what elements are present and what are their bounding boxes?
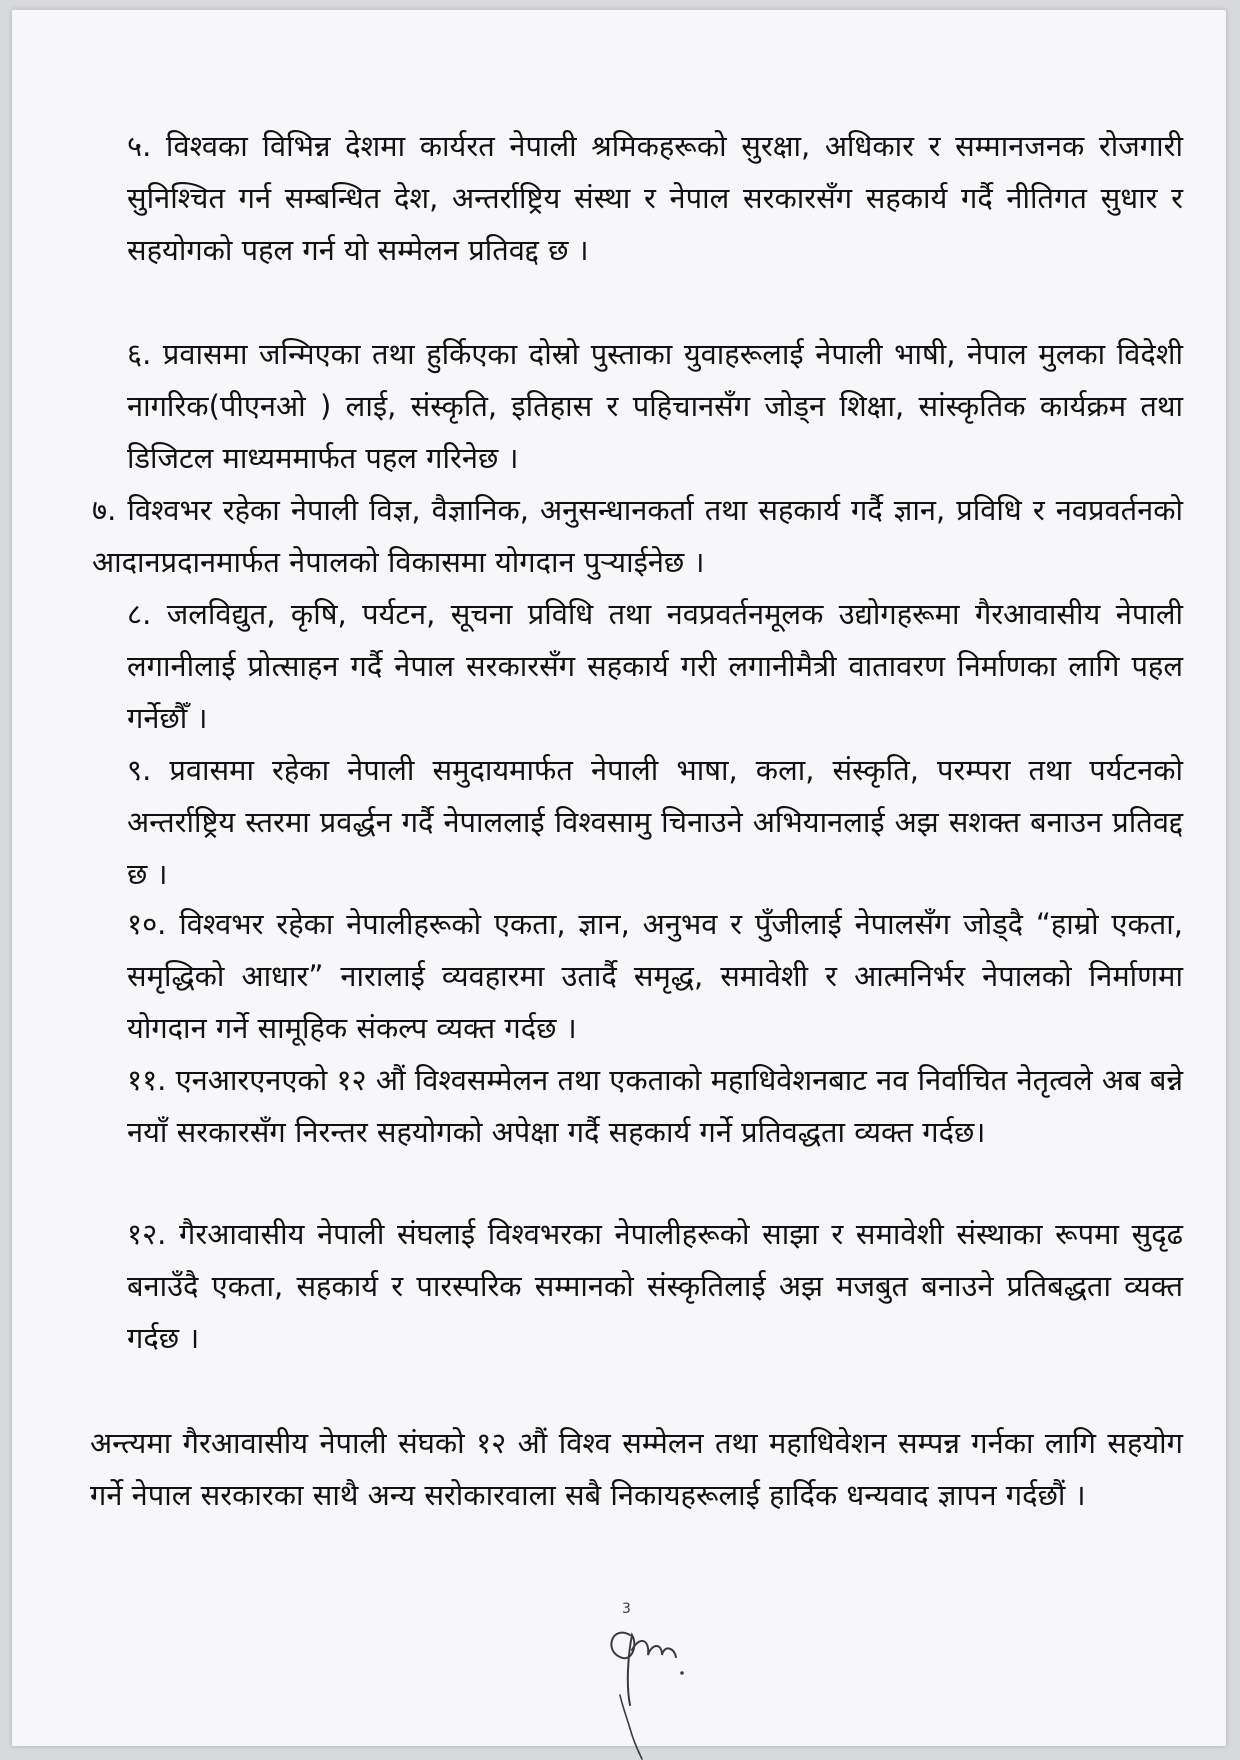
paragraph-9: ९. प्रवासमा रहेका नेपाली समुदायमार्फत नेपाली भाषा, कला, संस्कृति, परम्परा तथा पर्यटनको अन्तर्राष्ट्रिय स्तरमा प्रवर्द्धन गर्दै नेपाललाई विश्वसामु चिनाउने अभियानलाई अझ सशक्त बनाउन प्रतिवद्द छ । xyxy=(127,753,1183,891)
paragraph-10: १०. विश्वभर रहेका नेपालीहरूको एकता, ज्ञान, अनुभव र पुँजीलाई नेपालसँग जोड्दै “हाम्रो एकता, समृद्धिको आधार” नारालाई व्यवहारमा उतार्दै समृद्ध, समावेशी र आत्मनिर्भर नेपालको निर्माणमा योगदान गर्ने सामूहिक संकल्प व्यक्त गर्दछ । xyxy=(127,907,1183,1045)
paragraph-11: ११. एनआरएनएको १२ औं विश्वसम्मेलन तथा एकताको महाधिवेशनबाट नव निर्वाचित नेतृत्वले अब बन्ने नयाँ सरकारसँग निरन्तर सहयोगको अपेक्षा गर्दै सहकार्य गर्ने प्रतिवद्धता व्यक्त गर्दछ। xyxy=(127,1063,1183,1149)
document-page xyxy=(12,10,1226,1746)
paragraph-7: ७. विश्वभर रहेका नेपाली विज्ञ, वैज्ञानिक, अनुसन्धानकर्ता तथा सहकार्य गर्दै ज्ञान, प्रविधि र नवप्रवर्तनको आदानप्रदानमार्फत नेपालको विकासमा योगदान पुर्‍याईनेछ । xyxy=(92,493,1183,579)
paragraph-12: १२. गैरआवासीय नेपाली संघलाई विश्वभरका नेपालीहरूको साझा र समावेशी संस्थाका रूपमा सुदृढ बनाउँदै एकता, सहकार्य र पारस्परिक सम्मानको संस्कृतिलाई अझ मजबुत बनाउने प्रतिबद्धता व्यक्त गर्दछ । xyxy=(127,1217,1183,1355)
closing-paragraph: अन्त्यमा गैरआवासीय नेपाली संघको १२ औं विश्व सम्मेलन तथा महाधिवेशन सम्पन्न गर्नका लागि सहयोग गर्ने नेपाल सरकारका साथै अन्य सरोकारवाला सबै निकायहरूलाई हार्दिक धन्यवाद ज्ञापन गर्दछौं । xyxy=(90,1426,1183,1512)
paragraph-6: ६. प्रवासमा जन्मिएका तथा हुर्किएका दोस्रो पुस्ताका युवाहरूलाई नेपाली भाषी, नेपाल मुलका विदेशी नागरिक(पीएनओ ) लाई, संस्कृति, इतिहास र पहिचानसँग जोड्न शिक्षा, सांस्कृतिक कार्यक्रम तथा डिजिटल माध्यममार्फत पहल गरिनेछ । xyxy=(127,337,1183,475)
paragraph-8: ८. जलविद्युत, कृषि, पर्यटन, सूचना प्रविधि तथा नवप्रवर्तनमूलक उद्योगहरूमा गैरआवासीय नेपाली लगानीलाई प्रोत्साहन गर्दै नेपाल सरकारसँग सहकार्य गरी लगानीमैत्री वातावरण निर्माणका लागि पहल गर्नेछौँ । xyxy=(127,597,1183,735)
paragraph-5: ५. विश्वका विभिन्न देशमा कार्यरत नेपाली श्रमिकहरूको सुरक्षा, अधिकार र सम्मानजनक रोजगारी सुनिश्चित गर्न सम्बन्धित देश, अन्तर्राष्ट्रिय संस्था र नेपाल सरकारसँग सहकार्य गर्दै नीतिगत सुधार र सहयोगको पहल गर्न यो सम्मेलन प्रतिवद्द छ । xyxy=(127,129,1183,267)
page-mark: 3 xyxy=(622,1601,631,1617)
handwritten-signature xyxy=(592,1595,702,1760)
